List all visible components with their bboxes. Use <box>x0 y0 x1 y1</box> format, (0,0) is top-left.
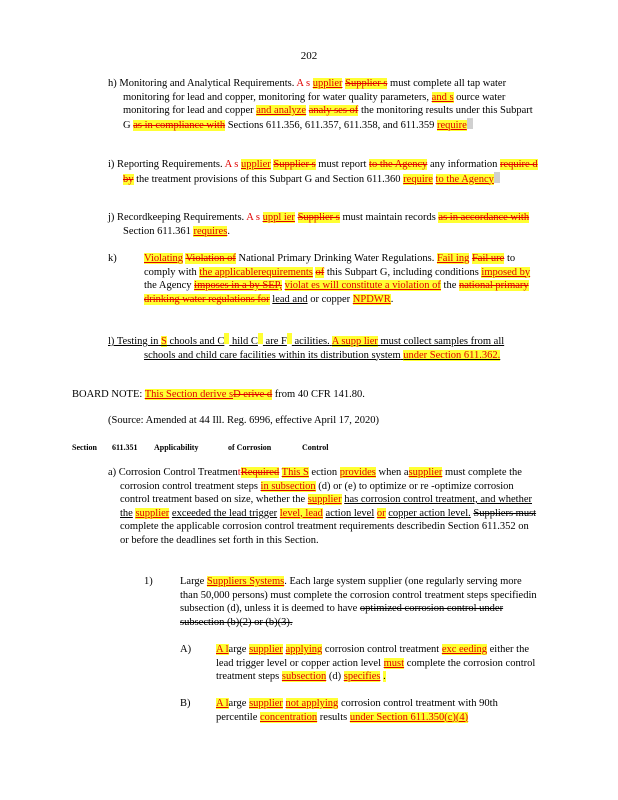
para-h-label: h) Monitoring and Analytical Requirements. <box>108 78 295 89</box>
ins-k-11: imposed by <box>481 266 531 278</box>
text-l-3: hild C <box>231 336 258 347</box>
ins-a-9: in subsection <box>260 480 316 492</box>
grey-mark <box>494 172 500 183</box>
board-note-label: BOARD NOTE: <box>72 389 143 400</box>
para-k-label: k) <box>108 253 117 264</box>
ins-A-12: specifies <box>343 671 381 682</box>
paragraph-B <box>180 697 538 724</box>
text-A-9: complete the corrosion control treatment steps <box>216 657 536 682</box>
text-B-5: corrosion control treatment with 90th percentile <box>216 698 498 723</box>
ins-k-7: the applicable <box>199 266 259 278</box>
text-A-2: arge <box>228 644 247 655</box>
ins-a-5: provides <box>339 467 376 478</box>
ins-A-6: exc eeding <box>441 644 487 655</box>
del-i-7: require d by <box>123 159 538 185</box>
del-a-2: Required <box>240 467 280 478</box>
ins-i-1: A s <box>224 159 239 170</box>
paragraph-h <box>108 77 538 132</box>
del-h-8: analy ses of <box>308 105 359 116</box>
ins-l-6: A supp lier <box>331 336 378 347</box>
del-k-16: national primary drinking water regulations for <box>144 280 529 305</box>
ins-1-2: Suppliers Systems <box>206 576 285 587</box>
paragraph-a <box>108 466 538 547</box>
text-i-8: the treatment provisions of this Subpart G and Section 611.360 <box>136 173 401 185</box>
ins-k-8: requirements <box>258 266 313 278</box>
text-k-12: the Agency <box>144 280 192 291</box>
text-A-13: . <box>383 671 386 682</box>
text-h-9: the monitoring results under this Subpart G <box>123 105 533 131</box>
ins-i-2: upplier <box>241 159 271 170</box>
ins-l-8: under Section 611.362. <box>403 349 501 361</box>
text-h-11: Sections 611.356, 611.357, 611.358, and 611.359 <box>227 119 435 131</box>
text-A-5: corrosion control treatment <box>324 644 440 655</box>
paragraph-j: j) Recordkeeping Requirements. A s uppl ier Supplier s must maintain records as in accordance with Section 611.361 requires. <box>108 212 530 237</box>
text-1-3: . Each large system supplier (one regularly serving more than 50,000 persons) must complete the corrosion control treatment steps specifiedin subsection (d), unless it is deemed to have <box>180 576 537 614</box>
text-j-6: Section 611.361 <box>123 225 191 237</box>
section-title-1: Applicability <box>154 443 199 452</box>
ins-B-1: A l <box>216 698 229 709</box>
ins-A-4: applying <box>285 644 323 655</box>
ins-a-3: This S <box>281 467 309 478</box>
paragraph-l <box>108 333 538 362</box>
ins-a-15: level, lead <box>279 507 323 519</box>
paragraph-k: k) Violating Violation of National Primary Drinking Water Regulations. Fail ing Fail ure to comply with the applicablerequirements of this Subpart G, including conditions imposed by the Agency imposes in a by SEP, violat es will constitute a violation of the national primary drinking water regulations for lead and or copper NPDWR. <box>108 253 531 305</box>
para-j-label: j) Recordkeeping Requirements. <box>108 212 245 223</box>
del-bn-2: D erive d <box>233 389 273 400</box>
ins-B-8: under Section 611.350(c)(4) <box>349 711 469 723</box>
ins-B-4: not applying <box>285 698 339 709</box>
del-k-9: of <box>315 266 325 278</box>
text-A-7: either the lead trigger level or copper action level <box>216 644 529 669</box>
grey-mark <box>467 118 473 129</box>
text-a-12: has corrosion control treatment, and whether the <box>120 494 532 519</box>
para-A-label: A) <box>180 644 192 655</box>
para-l-label: l) Testing in <box>108 336 159 347</box>
ins-A-1: A l <box>216 644 229 655</box>
ins-k-19: NPDWR <box>352 293 391 305</box>
ins-j-2: uppl ier <box>262 212 295 223</box>
ins-A-8: must <box>383 657 405 669</box>
board-note <box>72 388 542 402</box>
ins-h-1: A s <box>296 78 311 89</box>
text-i-6: any information <box>430 159 498 170</box>
ins-h-7: and analyze <box>256 105 307 116</box>
del-i-5: to the Agency <box>369 159 428 170</box>
text-k-10: this Subpart G, including conditions <box>326 266 479 278</box>
text-B-2: arge <box>228 698 247 709</box>
text-a-18: copper action level. <box>388 507 471 519</box>
ins-h-12: require <box>437 119 467 131</box>
del-j-5: as in accordance with <box>438 212 530 223</box>
para-a-label: a) Corrosion Control Treatmen <box>108 467 238 478</box>
text-l-7: must collect samples from all schools and child care facilities within its distribution system <box>144 336 505 361</box>
ins-bn-1: This Section derive s <box>144 389 234 400</box>
text-bn-3: from 40 CFR 141.80. <box>274 389 365 400</box>
del-h-10: as in compliance with <box>133 119 226 131</box>
del-j-3: Supplier s <box>297 212 340 223</box>
para-i-label: i) Reporting Requirements. <box>108 159 223 170</box>
source-note: (Source: Amended at 44 Ill. Reg. 6996, effective April 17, 2020) <box>108 415 379 426</box>
text-h-4: must complete all tap water monitoring for lead and copper, monitoring for water quality parameters, <box>123 78 507 103</box>
text-h-6: ource water monitoring for lead and copper <box>123 91 506 116</box>
del-h-3: Supplier s <box>345 78 388 89</box>
section-word: Section <box>72 443 97 452</box>
text-i-4: must report <box>318 159 367 170</box>
ins-a-11: supplier <box>307 494 342 505</box>
text-a-6: when a <box>378 467 409 478</box>
ins-h-2: upplier <box>312 78 343 89</box>
section-heading <box>72 441 329 455</box>
text-k-6: to comply with <box>144 253 516 278</box>
text-k-18: or copper <box>310 293 351 305</box>
ins-k-1: Violating <box>144 253 184 264</box>
text-k-17: lead and <box>272 293 308 305</box>
ins-a-7: supplier <box>408 467 443 478</box>
page-number: 202 <box>300 50 318 62</box>
mixed-k-13: imposes in a by SEP, <box>194 280 282 291</box>
ins-i-10: to the Agency <box>435 173 494 185</box>
ins-A-10: subsection <box>281 671 327 682</box>
para-1-label: 1) <box>144 576 153 587</box>
para-B-label: B) <box>180 698 191 709</box>
text-a-14: exceeded the lead trigger <box>171 507 278 519</box>
ins-B-3: supplier <box>249 698 283 709</box>
text-B-7: results <box>319 711 348 723</box>
ins-A-3: supplier <box>249 644 283 655</box>
ins-a-13: supplier <box>135 507 170 519</box>
text-l-4: are F <box>265 336 287 347</box>
ins-l-1: S <box>161 336 167 347</box>
ins-B-6: concentration <box>260 711 318 723</box>
ins-a-1: t <box>237 467 241 478</box>
section-title-2: of Corrosion <box>228 443 272 452</box>
text-a-20: complete the applicable corrosion control treatment requirements describedin Section 611.352 on or before the deadlines set forth in this Section. <box>120 521 529 546</box>
del-i-3: Supplier s <box>273 159 316 170</box>
del-k-5: Fail ure <box>471 253 505 264</box>
text-l-5: acilities. <box>294 336 330 347</box>
text-a-8: must complete the corrosion control treatment steps <box>120 467 522 492</box>
del-k-2: Violation of <box>185 253 236 264</box>
paragraph-i <box>108 158 538 186</box>
ins-i-9: require <box>403 173 433 185</box>
text-1-1: Large <box>180 576 205 587</box>
ins-a-17: or <box>376 507 386 519</box>
section-title-3: Control <box>302 443 329 452</box>
text-k-3: National Primary Drinking Water Regulations. <box>238 253 435 264</box>
del-1-4: optimized corrosion control under subsection (b)(2) or (b)(3). <box>180 603 504 628</box>
paragraph-A <box>180 643 538 684</box>
text-a-16: action level <box>325 507 375 519</box>
text-l-2: chools and C <box>169 336 225 347</box>
ins-h-5: and s <box>431 91 454 103</box>
section-number: 611.351 <box>112 443 138 452</box>
text-a-4: ection <box>311 467 338 478</box>
text-k-15: the <box>443 280 457 291</box>
text-j-4: must maintain records <box>342 212 436 223</box>
del-a-19: Suppliers must <box>473 507 537 519</box>
paragraph-1 <box>144 575 538 629</box>
ins-j-7: requires <box>193 225 228 237</box>
ins-k-4: Fail ing <box>436 253 470 264</box>
ins-j-1: A s <box>246 212 260 223</box>
ins-k-14: violat es will constitute a violation of <box>284 280 441 291</box>
text-A-11: (d) <box>328 671 342 682</box>
text-a-10: (d) or (e) to optimize or re -optimize corrosion control treatment based on size, whether the <box>120 480 514 505</box>
